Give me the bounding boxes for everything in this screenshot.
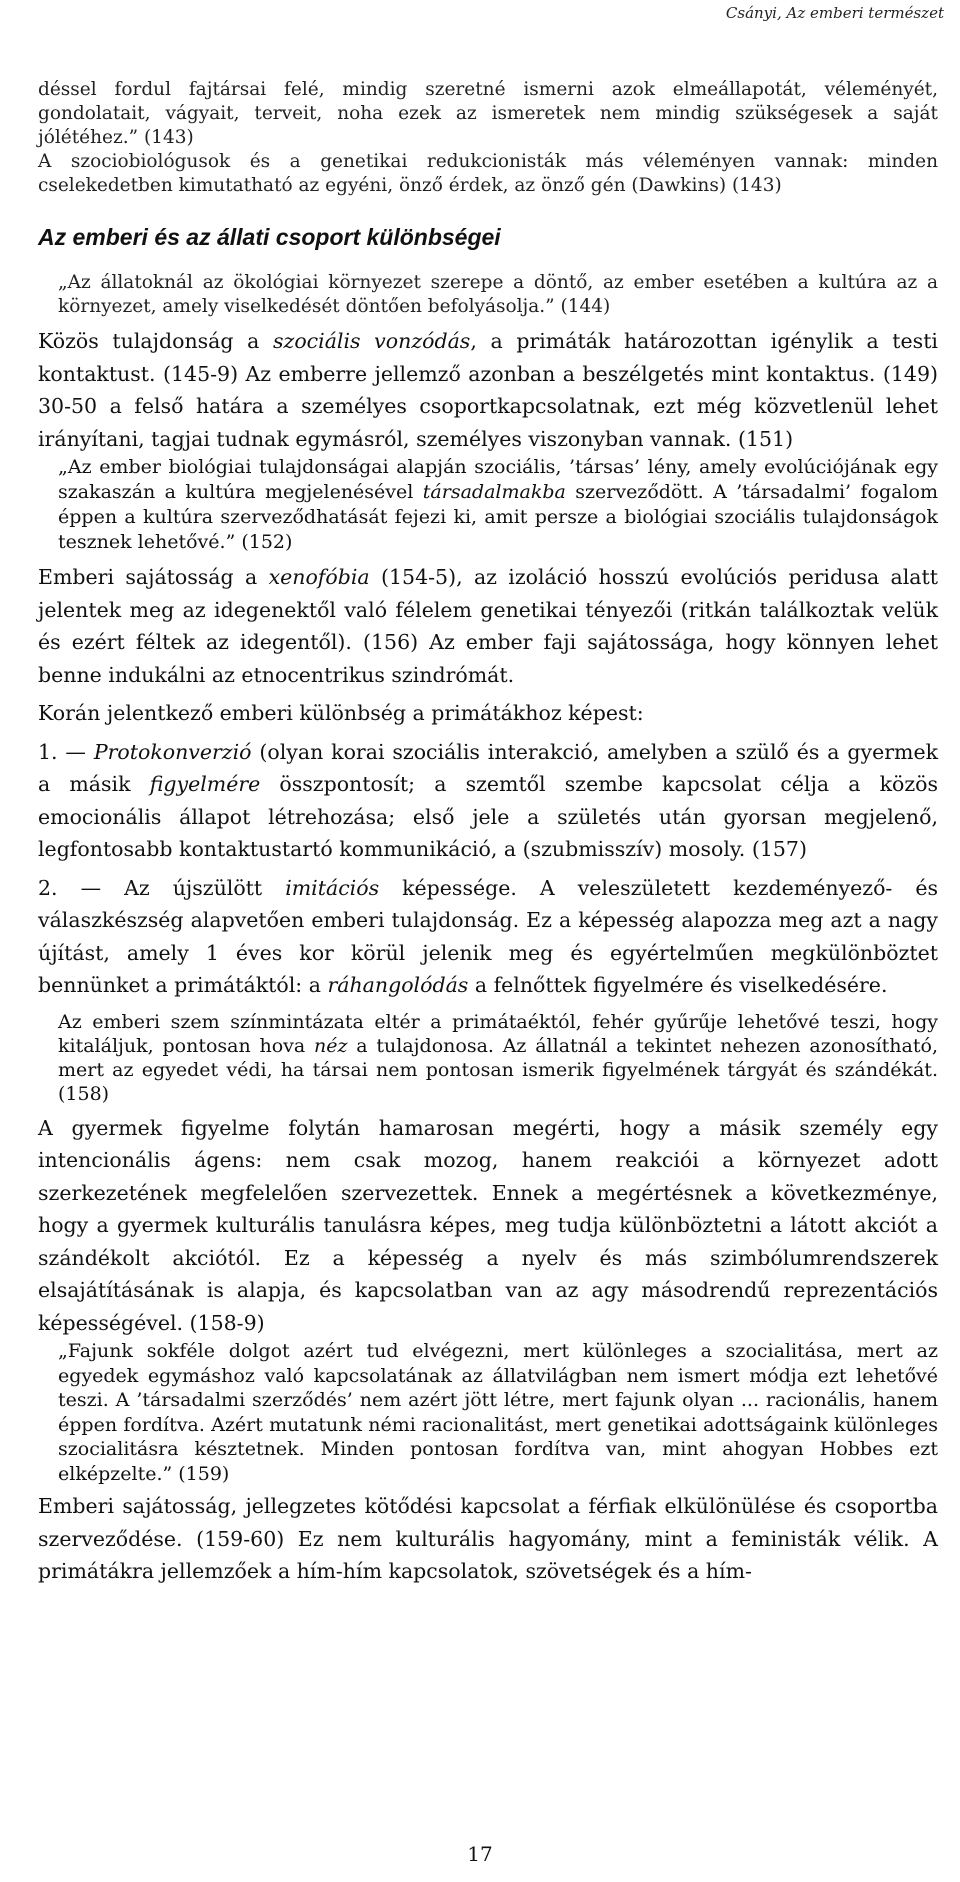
text-run: a felnőttek figyelmére és viselkedésére. xyxy=(468,973,888,997)
italic-run: Protokonverzió xyxy=(93,739,252,764)
page-body xyxy=(38,78,938,1588)
paragraph: Emberi sajátosság, jellegzetes kötődési kapcsolat a férfiak elkülönülése és csoportba szerveződése. (159-60) Ez nem kulturális hagyomány, mint a feministák vélik. A primátákra jellemzőek a hím-hím kapcsolatok, szövetségek és a hím- xyxy=(38,1494,938,1583)
list-item xyxy=(38,872,938,1002)
text-run: Közös tulajdonság a xyxy=(38,329,273,353)
italic-run: imitációs xyxy=(285,875,380,900)
quote-block xyxy=(38,1010,938,1106)
text-run: „Az ember biológiai tulajdonságai alapján szociális, ’társas’ lény, amely evolúciójának egy szakaszán a kultúra megjelenésével xyxy=(58,456,938,503)
paragraph xyxy=(38,561,938,691)
list-item xyxy=(38,736,938,866)
text-run: 2. — Az újszülött xyxy=(38,875,286,900)
page-number: 17 xyxy=(467,1842,493,1866)
text-run: , a primáták határozottan igénylik a testi kontaktust. (145-9) Az emberre jellemző azonban a beszélgetés mint kontaktus. (149) 30-50 a felső határa a személyes csoportkapcsolatnak, ezt még közvetlenül lehet irányítani, tagjai tudnak egymásról, személyes viszonyban vannak. (151) xyxy=(38,329,938,451)
text-run: összpontosít; a szemtől szembe kapcsolat célja a közös emocionális állapot létrehozása; első jele a születés után gyorsan megjelenő, legfontosabb kontaktustartó kommunikáció, a (szubmisszív) mosoly. (157) xyxy=(38,772,939,861)
text-run: szerveződött. A ’társadalmi’ fogalom éppen a kultúra szerveződhatását fejezi ki, amit persze a biológiai szociális tulajdonságok tesznek lehetővé.” (152) xyxy=(58,481,938,553)
quote-block: A szociobiológusok és a genetikai redukcionisták más véleményen vannak: minden cselekedetben kimutatható az egyéni, önző érdek, az önző gén (Dawkins) (143) xyxy=(38,151,938,196)
paragraph xyxy=(38,325,938,455)
paragraph: A gyermek figyelme folytán hamarosan megérti, hogy a másik személy egy intencionális ágens: nem csak mozog, hanem reakciói a környezet adott szerkezetének megfelelően szervezettek. Ennek a megértésnek a következménye, hogy a gyermek kulturális tanulásra képes, meg tudja különböztetni a látott akciót a szándékolt akciótól. Ez a képesség a nyelv és más szimbólumrendszerek elsajátításának is alapja, és kapcsolatban van az agy másodrendű reprezentációs képességével. (158-9) xyxy=(38,1115,938,1335)
italic-run: néz xyxy=(314,1034,348,1057)
quote-block xyxy=(38,455,938,555)
text-run: a tulajdonosa. Az állatnál a tekintet nehezen azonosítható, mert az egyedet védi, ha társai nem pontosan ismerik figyelmének tárgyát és szándékát. (158) xyxy=(58,1034,938,1105)
text-run: (olyan korai szociális interakció, amelyben a szülő és a gyermek a másik xyxy=(38,739,939,796)
paragraph: Korán jelentkező emberi különbség a primátákhoz képest: xyxy=(38,701,644,725)
italic-run: társadalmakba xyxy=(422,481,566,503)
italic-run: ráhangolódás xyxy=(327,973,469,997)
text-run: 1. — xyxy=(38,739,94,764)
text-run: képessége. A veleszületett kezdeményező- és válaszkészség alapvetően emberi tulajdonság. Ez a képesség alapozza meg azt a nagy újítást, amely 1 éves kor körül jelenik meg és egyértelműen megkülönböztet bennünket a primátáktól: a xyxy=(38,875,939,997)
quote-block: „Az állatoknál az ökológiai környezet szerepe a döntő, az ember esetében a kultúra az a környezet, amely viselkedését döntően befolyásolja.” (144) xyxy=(58,272,938,317)
italic-run: figyelmére xyxy=(149,772,261,796)
text-run: Az emberi szem színmintázata eltér a primátaéktól, fehér gyűrűje lehetővé teszi, hogy kitaláljuk, pontosan hova xyxy=(58,1010,938,1057)
section-heading: Az emberi és az állati csoport különbségei xyxy=(38,224,501,250)
running-head: Csányi, Az emberi természet xyxy=(725,4,944,22)
text-run: (154-5), az izoláció hosszú evolúciós peridusa alatt jelentek meg az idegenektől való félelem genetikai tényezői (ritkán találkoztak velük és ezért féltek az idegentől). (156) Az ember faji sajátossága, hogy könnyen lehet benne indukálni az etnocentrikus szindrómát. xyxy=(38,565,938,687)
italic-run: xenofóbia xyxy=(268,565,370,589)
italic-run: szociális vonzódás xyxy=(273,329,471,353)
text-run: Emberi sajátosság a xyxy=(38,565,269,589)
quote-block: „Fajunk sokféle dolgot azért tud elvégezni, mert különleges a szocialitása, mert az egyedek egymáshoz való kapcsolatának az állatvilágban nem ismert módja ezt lehetővé teszi. A ’társadalmi szerződés’ nem azért jött létre, mert fajunk olyan ... racionális, hanem éppen fordítva. Azért mutatunk némi racionalitást, mert genetikai adottságaink különleges szocialitásra késztetnek. Minden pontosan fordítva van, mint ahogyan Hobbes ezt elképzelte.” (159) xyxy=(58,1340,938,1485)
quote-block: déssel fordul fajtársai felé, mindig szeretné ismerni azok elmeállapotát, véleményét, gondolatait, vágyait, terveit, noha ezek az ismeretek nem mindig szükségesek a saját jólétéhez.” (143) xyxy=(38,79,938,148)
